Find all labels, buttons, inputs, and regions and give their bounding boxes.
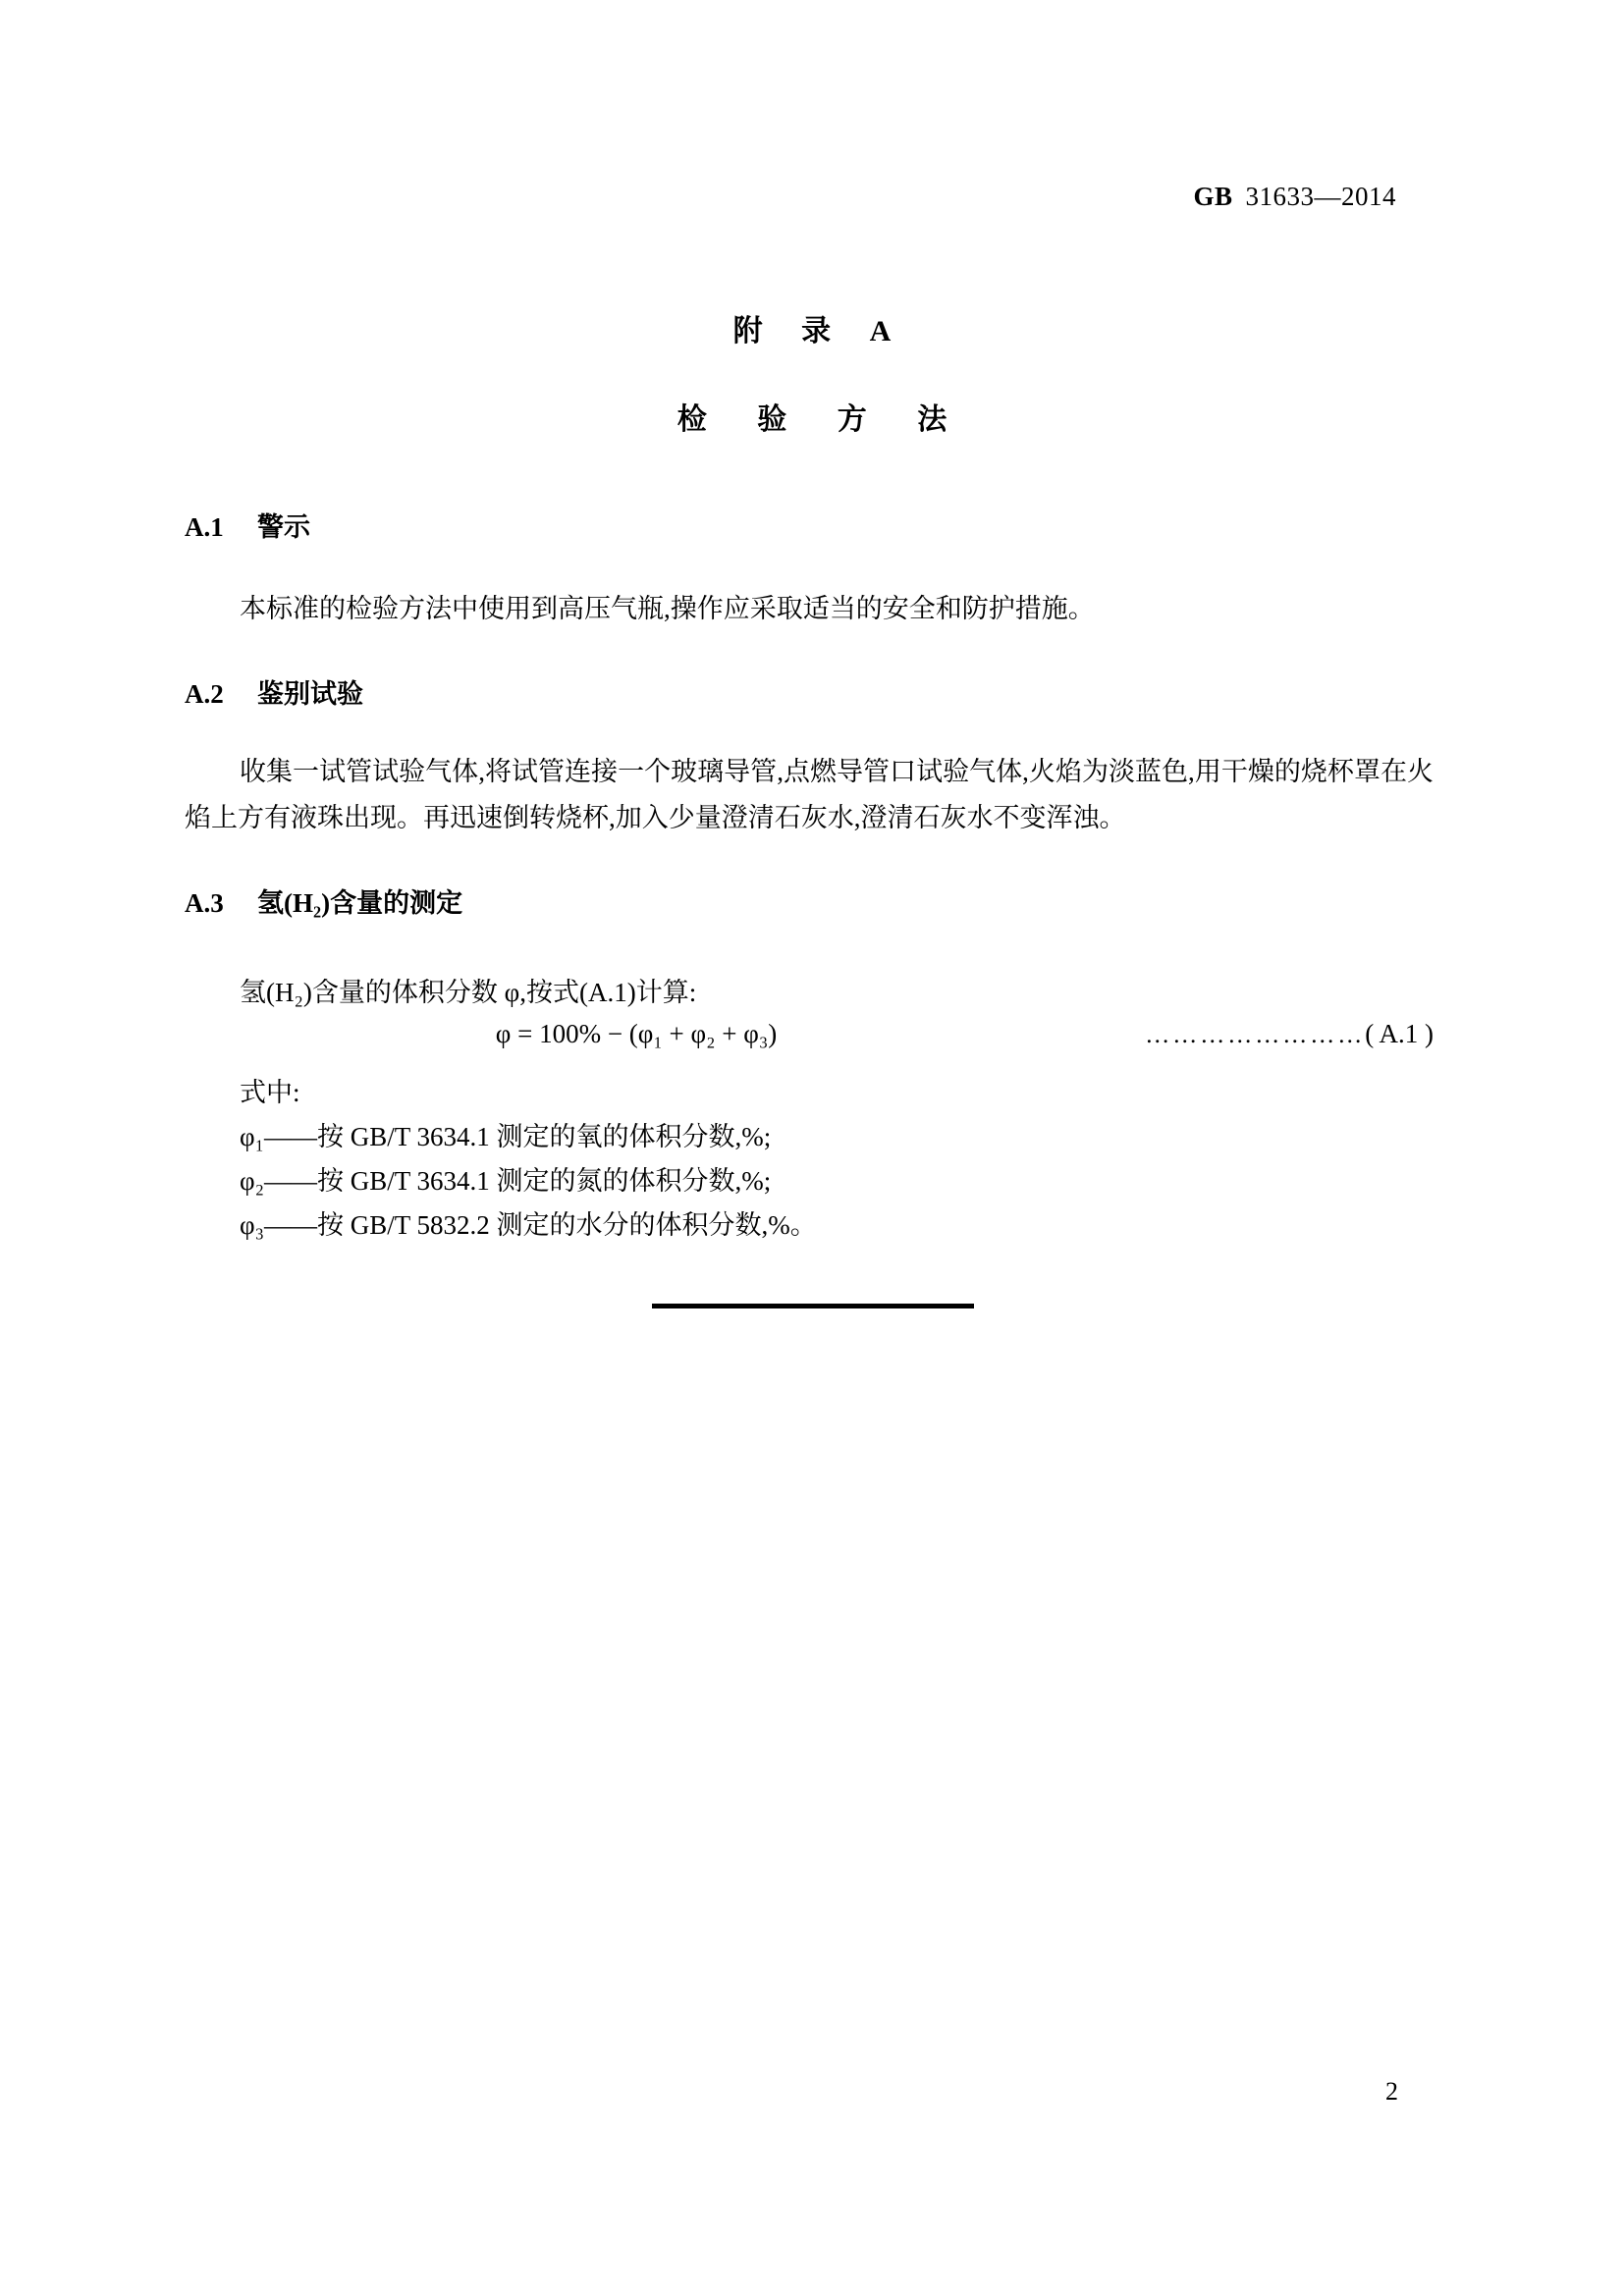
clause-number-a3: A.3	[185, 888, 224, 918]
page-number: 2	[1385, 2077, 1398, 2106]
section-end-rule	[652, 1304, 974, 1308]
clause-title-a1: 警示	[257, 512, 310, 542]
formula-expression: φ = 100% − (φ₁ + φ₂ + φ₃)	[495, 1019, 778, 1048]
running-header	[1193, 182, 1396, 212]
clause-title-a2: 鉴别试验	[257, 679, 363, 709]
formula-intro-text: 氢(H₂)含量的体积分数 φ,按式(A.1)计算:	[240, 978, 697, 1007]
clause-number-a2: A.2	[185, 679, 224, 709]
where-label-text: 式中:	[240, 1078, 300, 1107]
where-item-1-text: φ₁——按 GB/T 3634.1 测定的氧的体积分数,%;	[240, 1122, 772, 1151]
where-item-2	[185, 1158, 1434, 1204]
formula-row	[185, 1019, 1434, 1064]
clause-heading-a1	[185, 506, 310, 544]
clause-heading-a2	[185, 672, 363, 711]
standard-number: 31633—2014	[1245, 182, 1396, 211]
clause-body-a2	[185, 749, 1434, 841]
clause-heading-a3	[185, 881, 462, 920]
where-item-2-text: φ₂——按 GB/T 3634.1 测定的氮的体积分数,%;	[240, 1166, 772, 1196]
clause-body-a1	[185, 586, 1434, 632]
clause-body-a2-text: 收集一试管试验气体,将试管连接一个玻璃导管,点燃导管口试验气体,火焰为淡蓝色,用干燥的烧杯罩在火焰上方有液珠出现。再迅速倒转烧杯,加入少量澄清石灰水,澄清石灰水不变浑浊。	[185, 757, 1434, 832]
dot-leaders: ……………………	[1145, 1022, 1366, 1048]
where-label	[185, 1070, 1434, 1116]
standard-code: GB	[1193, 182, 1233, 211]
formula-number: ( A.1 )	[1365, 1019, 1434, 1048]
where-item-1	[185, 1114, 1434, 1160]
formula-reference	[1145, 1019, 1434, 1049]
clause-body-a3-intro	[185, 970, 1434, 1016]
where-item-3-text: φ₃——按 GB/T 5832.2 测定的水分的体积分数,%。	[240, 1210, 817, 1240]
annex-title: 附 录 A	[732, 315, 907, 347]
clause-number-a1: A.1	[185, 512, 224, 542]
where-item-3	[185, 1202, 1434, 1249]
clause-body-a1-text: 本标准的检验方法中使用到高压气瓶,操作应采取适当的安全和防护措施。	[240, 594, 1095, 623]
clause-title-a3: 氢(H₂)含量的测定	[257, 888, 463, 918]
annex-subtitle: 检 验 方 法	[677, 403, 969, 436]
